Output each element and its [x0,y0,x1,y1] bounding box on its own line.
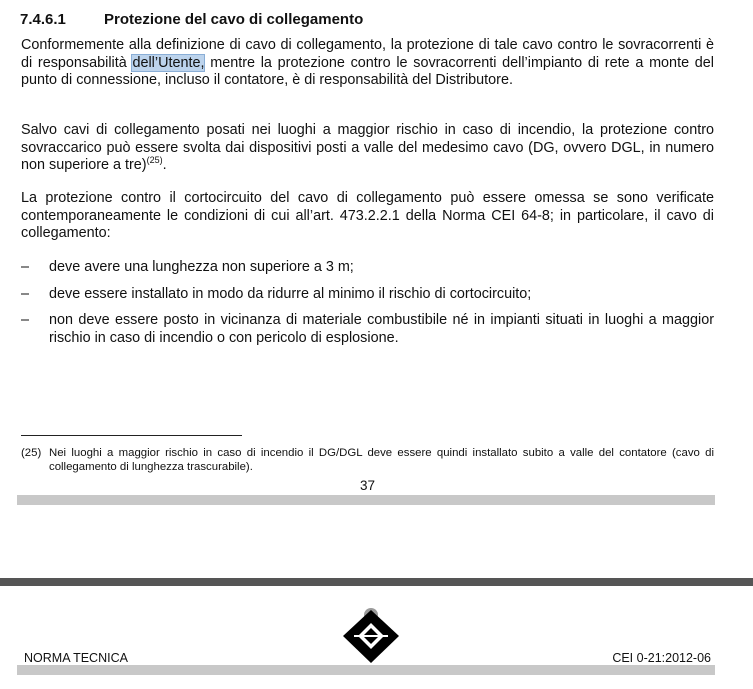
list-item-text: deve avere una lunghezza non superiore a 3 m; [49,259,354,275]
cei-logo-icon [340,606,402,666]
footnote-text: Nei luoghi a maggior rischio in caso di incendio il DG/DGL deve essere quindi installato subito a valle del contatore (cavo di collegamento di lunghezza trascurabile). [49,447,714,473]
footer-label-left: NORMA TECNICA [24,651,128,665]
page-bottom-bar [17,495,715,505]
page-number: 37 [359,478,376,493]
footnote-separator [21,435,242,436]
list-item [21,286,714,304]
footnote [21,446,714,474]
list-item-text: deve essere installato in modo da ridurre al minimo il rischio di cortocircuito; [49,286,532,302]
paragraph-1-text-end: mentre la protezione contro le sovracorrenti dell’impianto di rete a monte del punto di connessione, incluso il contatore, è di responsabilità del Distributore. [21,54,715,88]
section-heading [20,11,363,28]
list-dash: – [21,286,30,302]
paragraph-1-text-start: Conformemente alla definizione di cavo di collegamento, la protezione di tale cavo contro le sovracorrenti è di responsabilità [21,37,714,71]
list-dash: – [21,312,30,328]
paragraph-2-end: . [162,157,167,173]
footer-bar [17,665,715,675]
section-number: 7.4.6.1 [20,11,66,28]
list-item [21,259,714,277]
paragraph-2-text: Salvo cavi di collegamento posati nei luoghi a maggior rischio in caso di incendio, la protezione contro sovraccarico può essere svolta dai dispositivi posti a valle del medesimo cavo (DG, ovvero DGL, in numero non superiore a tre) [21,122,714,173]
footer-label-right: CEI 0-21:2012-06 [612,651,711,665]
list-item-text: non deve essere posto in vicinanza di materiale combustibile né in impianti situati in luoghi a maggior rischio in caso di incendio o con pericolo di esplosione. [49,312,714,346]
paragraph-1 [21,37,714,90]
page-separator-bar [0,578,753,586]
paragraph-3-text: La protezione contro il cortocircuito del cavo di collegamento può essere omessa se sono verificate contemporaneamente le condizioni di cui all’art. 473.2.2.1 della Norma CEI 64-8; in particolare, il cavo di collegamento: [21,190,714,241]
section-title: Protezione del cavo di collegamento [104,11,364,28]
list-item [21,312,714,347]
paragraph-3 [21,190,714,243]
paragraph-2 [21,122,714,175]
footnote-number: (25) [21,447,42,459]
list-dash: – [21,259,30,275]
footnote-reference[interactable]: (25) [146,155,163,166]
text-selection-highlight[interactable]: dell’Utente, [132,54,205,71]
